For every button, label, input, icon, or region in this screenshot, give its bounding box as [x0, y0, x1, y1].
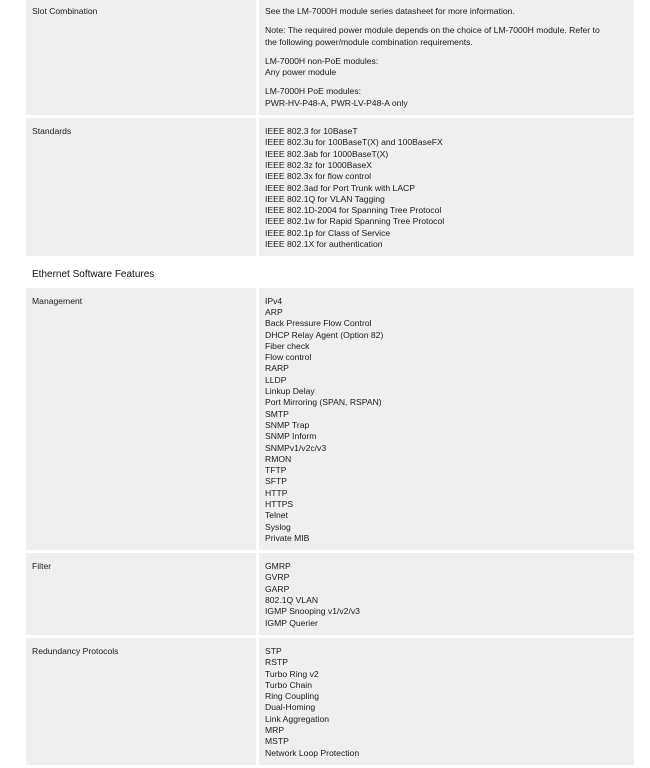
- list-item: MRP: [265, 725, 285, 736]
- list-item: IGMP Snooping v1/v2/v3: [265, 606, 360, 617]
- list-item: Telnet: [265, 510, 288, 521]
- list-item: Private MIB: [265, 532, 310, 543]
- spec-value: [259, 553, 634, 635]
- list-item: IEEE 802.3 for 10BaseT: [265, 126, 358, 137]
- spec-label: Management: [26, 288, 256, 551]
- list-item: SFTP: [265, 476, 287, 487]
- list-item: HTTP: [265, 487, 288, 498]
- spec-label: Standards: [26, 118, 256, 256]
- spec-document: [26, 0, 634, 768]
- paragraph: [265, 25, 628, 48]
- list-item: Link Aggregation: [265, 713, 330, 724]
- list-item: IEEE 802.1p for Class of Service: [265, 227, 391, 238]
- list-item: Fiber check: [265, 340, 310, 351]
- list-item: SNMP Trap: [265, 419, 310, 430]
- list-item: IEEE 802.1Q for VLAN Tagging: [265, 193, 385, 204]
- list-item: RARP: [265, 363, 289, 374]
- spec-label: Filter: [26, 553, 256, 635]
- list-item: GARP: [265, 583, 290, 594]
- list-item: Network Loop Protection: [265, 747, 360, 758]
- spec-row-standards: [26, 118, 634, 256]
- list-item: GVRP: [265, 572, 290, 583]
- list-item: 802.1Q VLAN: [265, 595, 319, 606]
- list-item: Flow control: [265, 352, 312, 363]
- paragraph: [265, 6, 628, 17]
- list-item: TFTP: [265, 465, 287, 476]
- list-item: Turbo Ring v2: [265, 668, 319, 679]
- spec-row-management: [26, 288, 634, 551]
- text-line: Note: The required power module depends on the choice of LM-7000H module. Refer to: [265, 25, 600, 36]
- list-item: RSTP: [265, 657, 288, 668]
- spec-value: [259, 288, 634, 551]
- list-item: STP: [265, 645, 282, 656]
- spec-label: Redundancy Protocols: [26, 638, 256, 765]
- list-item: SNMPv1/v2c/v3: [265, 442, 327, 453]
- list-item: GMRP: [265, 561, 291, 572]
- text-line: the following power/module combination requirements.: [265, 36, 473, 47]
- list-item: IEEE 802.3ab for 1000BaseT(X): [265, 148, 389, 159]
- spec-value: [259, 118, 634, 256]
- list-item: IEEE 802.3x for flow control: [265, 171, 372, 182]
- list-item: HTTPS: [265, 498, 294, 509]
- text-line: LM-7000H PoE modules:: [265, 86, 362, 97]
- spec-row-filter: [26, 553, 634, 635]
- spec-value: [259, 0, 634, 115]
- list-item: IEEE 802.1w for Rapid Spanning Tree Protocol: [265, 216, 445, 227]
- list-item: Dual-Homing: [265, 702, 316, 713]
- spec-label: Slot Combination: [26, 0, 256, 115]
- list-item: Port Mirroring (SPAN, RSPAN): [265, 397, 382, 408]
- list-item: IEEE 802.3u for 100BaseT(X) and 100BaseFX: [265, 137, 443, 148]
- text-line: LM-7000H non-PoE modules:: [265, 55, 379, 66]
- list-item: LLDP: [265, 374, 287, 385]
- paragraph: [265, 56, 628, 79]
- list-item: MSTP: [265, 736, 289, 747]
- paragraph: [265, 86, 628, 109]
- list-item: IGMP Querier: [265, 617, 318, 628]
- list-item: Syslog: [265, 521, 291, 532]
- list-item: Ring Coupling: [265, 691, 319, 702]
- spec-value: [259, 638, 634, 765]
- list-item: IEEE 802.3z for 1000BaseX: [265, 159, 373, 170]
- list-item: DHCP Relay Agent (Option 82): [265, 329, 384, 340]
- list-item: IPv4: [265, 295, 283, 306]
- section-heading: Ethernet Software Features: [32, 269, 155, 281]
- list-item: IEEE 802.1X for authentication: [265, 239, 383, 250]
- list-item: SNMP Inform: [265, 431, 317, 442]
- list-item: IEEE 802.1D-2004 for Spanning Tree Protocol: [265, 205, 442, 216]
- list-item: ARP: [265, 306, 283, 317]
- text-line: PWR-HV-P48-A, PWR-LV-P48-A only: [265, 97, 408, 108]
- text-line: Any power module: [265, 67, 337, 78]
- list-item: RMON: [265, 453, 292, 464]
- list-item: Back Pressure Flow Control: [265, 318, 372, 329]
- list-item: Turbo Chain: [265, 679, 312, 690]
- spec-row-slot-combination: [26, 0, 634, 115]
- list-item: Linkup Delay: [265, 386, 315, 397]
- list-item: IEEE 802.3ad for Port Trunk with LACP: [265, 182, 415, 193]
- spec-row-redundancy-protocols: [26, 638, 634, 765]
- list-item: SMTP: [265, 408, 289, 419]
- text-line: See the LM-7000H module series datasheet for more information.: [265, 6, 515, 16]
